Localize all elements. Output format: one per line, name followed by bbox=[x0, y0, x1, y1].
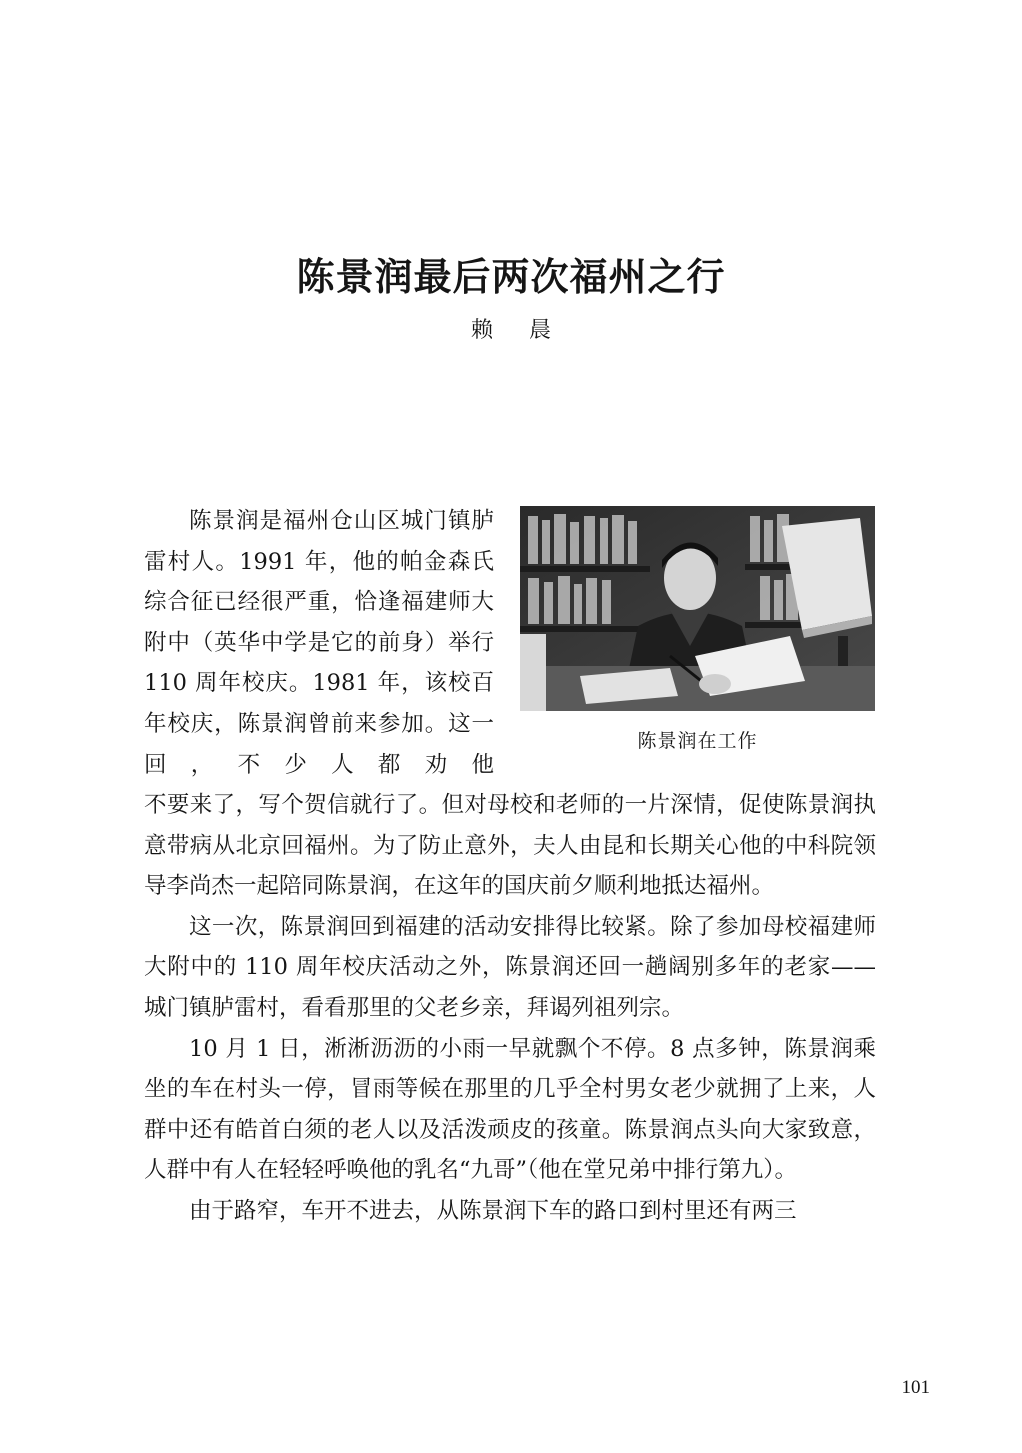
photo-chen-jingrun-working bbox=[520, 506, 875, 711]
author-char-2: 晨 bbox=[529, 318, 552, 343]
paragraph-1-continued: 不要来了，写个贺信就行了。但对母校和老师的一片深情，促使陈景润执意带病从北京回福州。为了防止意外，夫人由昆和长期关心他的中科院领导李尚杰一起陪同陈景润，在这年的国庆前夕顺利地抵达福州。 bbox=[144, 792, 876, 900]
paragraph-2: 这一次，陈景润回到福建的活动安排得比较紧。除了参加母校福建师大附中的 110 周年校庆活动之外，陈景润还回一趟阔别多年的老家——城门镇胪雷村，看看那里的父老乡亲，拜谒列祖列宗。 bbox=[144, 913, 876, 1021]
page-number: 101 bbox=[901, 1377, 930, 1398]
paragraph-1-start: 陈景润是福州仓山区城门镇胪雷村人。1991 年，他的帕金森氏综合征已经很严重，恰逢福建师大附中（英华中学是它的前身）举行 110 周年校庆。1981 年，该校百年校庆，陈景润曾前来参加。这一回，不少人都劝他 bbox=[144, 508, 494, 778]
paragraph-3: 10 月 1 日，淅淅沥沥的小雨一早就飘个不停。8 点多钟，陈景润乘坐的车在村头一停，冒雨等候在那里的几乎全村男女老少就拥了上来，人群中还有皓首白须的老人以及活泼顽皮的孩童。陈景润点头向大家致意，人群中有人在轻轻呼唤他的乳名“九哥”（他在堂兄弟中排行第九）。 bbox=[144, 1035, 876, 1184]
photo-caption: 陈景润在工作 bbox=[637, 730, 758, 752]
author-char-1: 赖 bbox=[470, 318, 493, 343]
article-body bbox=[144, 785, 876, 1232]
paragraph-4: 由于路窄，车开不进去，从陈景润下车的路口到村里还有两三 bbox=[189, 1197, 797, 1224]
article-title: 陈景润最后两次福州之行 bbox=[296, 254, 726, 300]
paragraph-1-beside-photo bbox=[144, 501, 494, 785]
article-author bbox=[0, 315, 1022, 347]
photo-illustration bbox=[520, 506, 875, 711]
